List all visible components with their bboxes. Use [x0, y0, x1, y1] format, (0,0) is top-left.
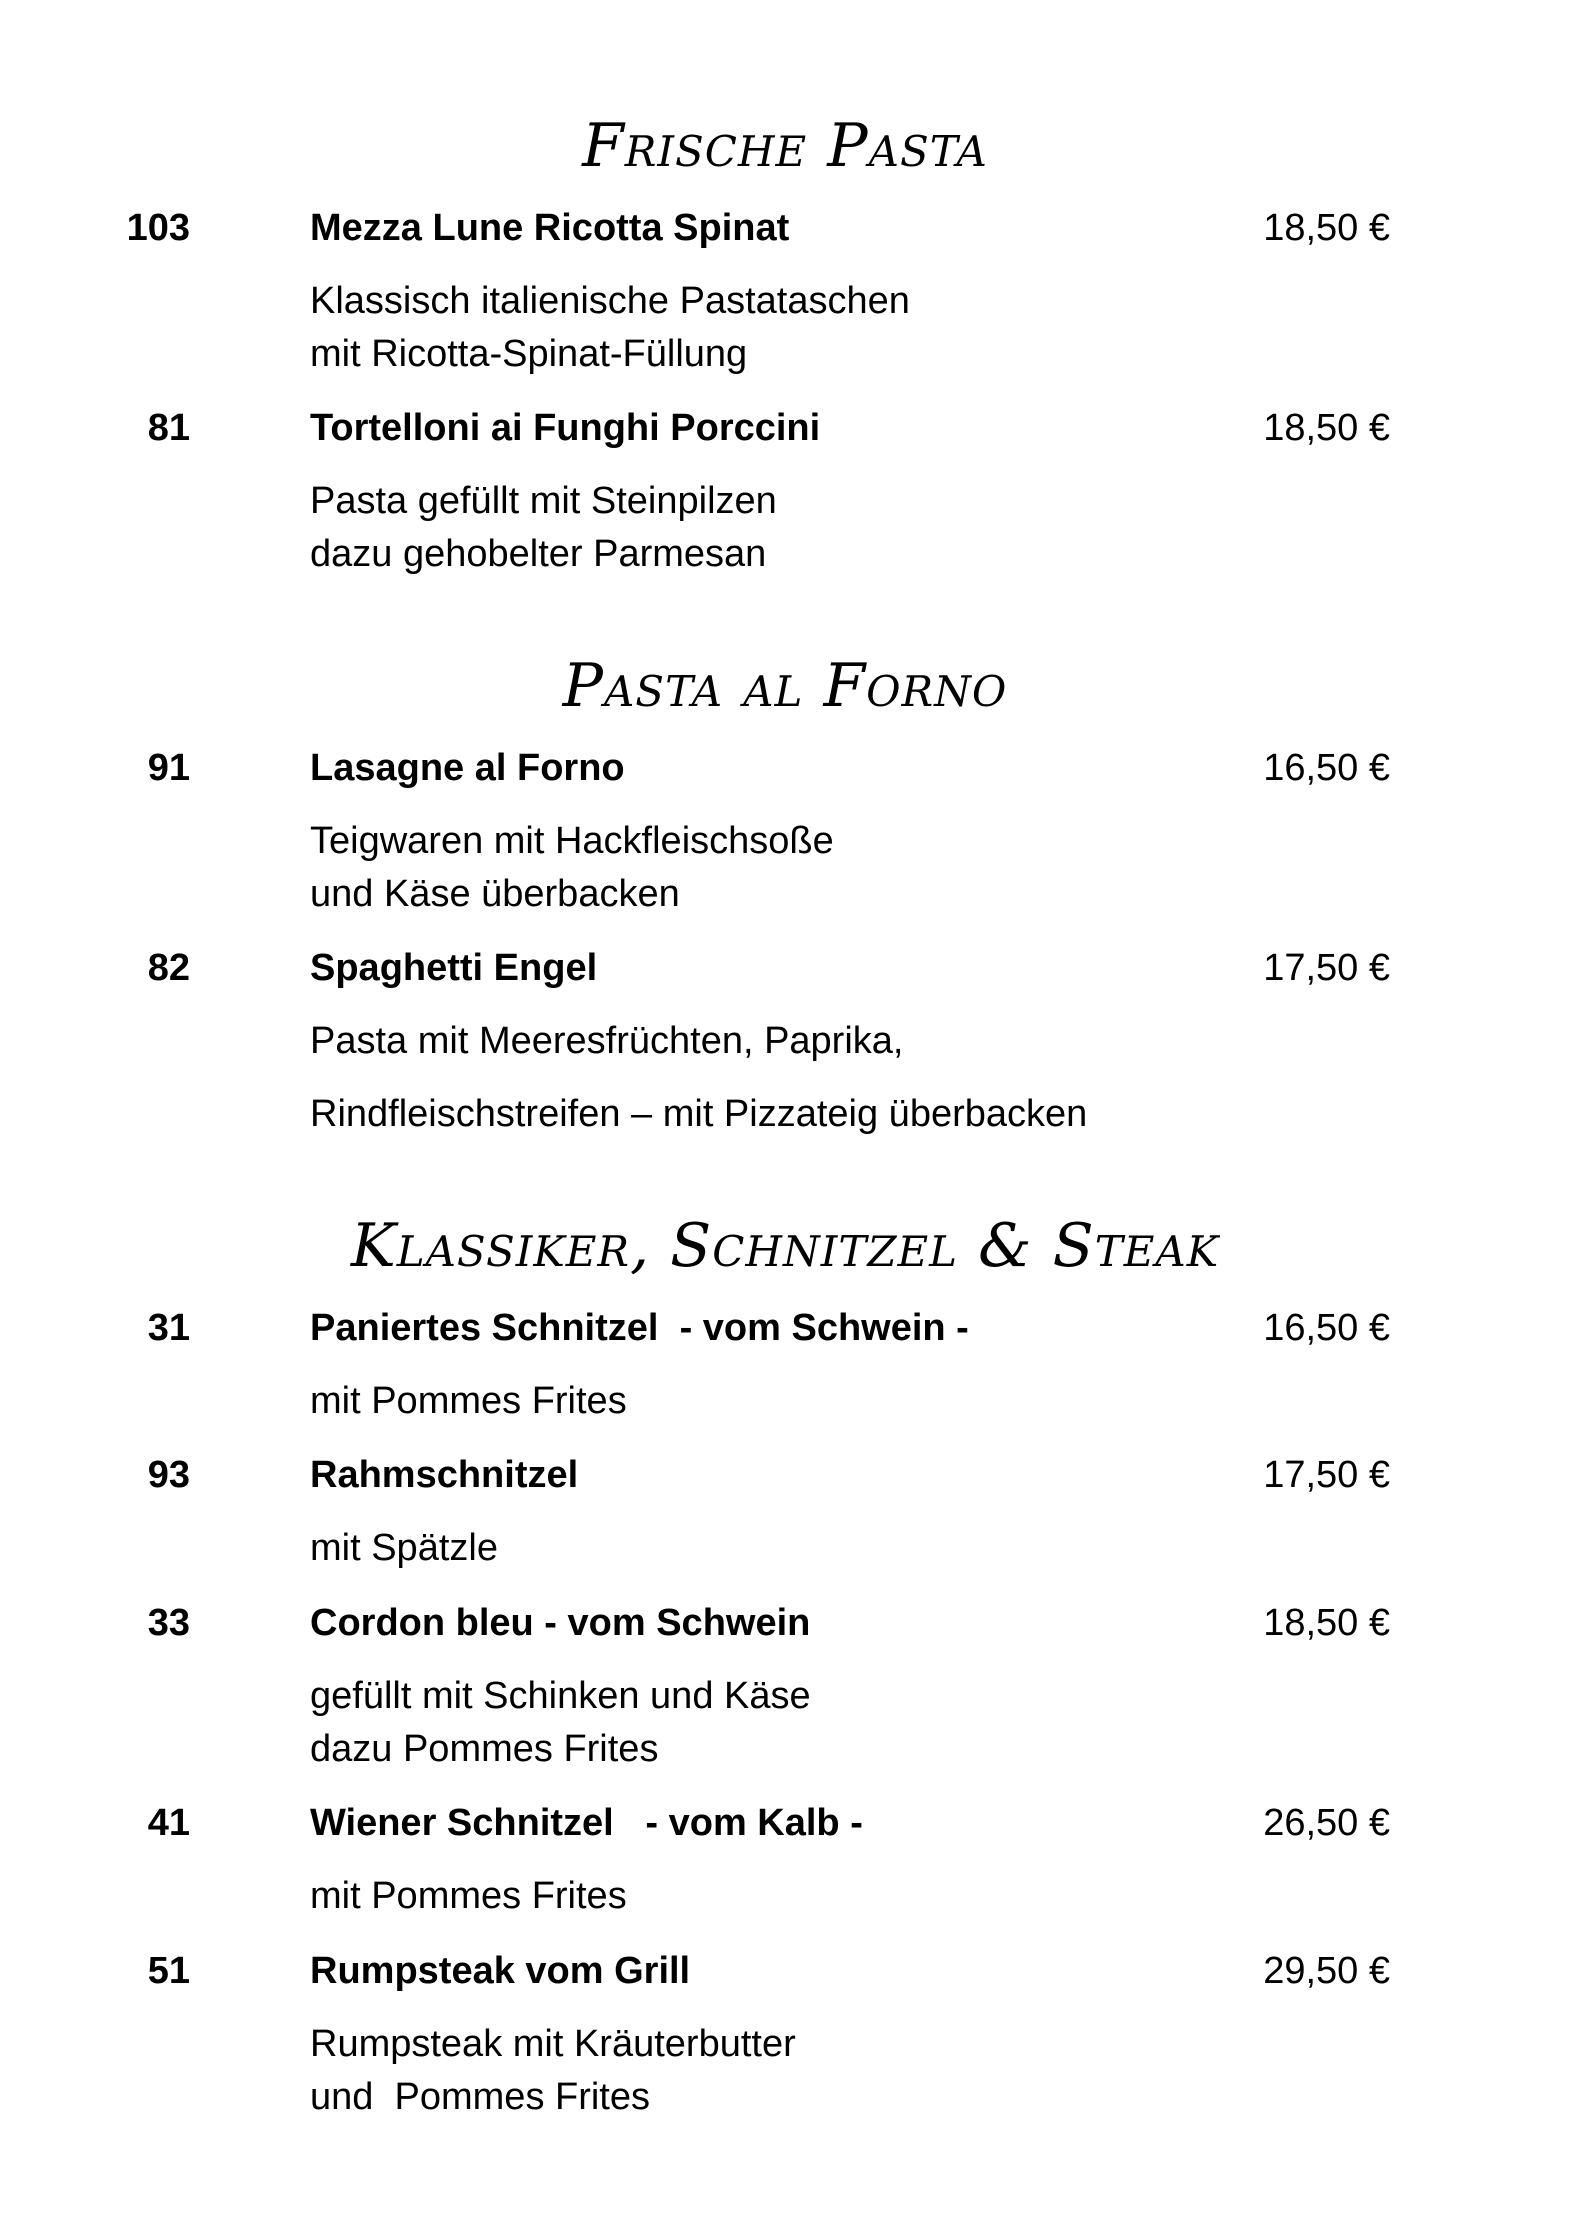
item-name: Paniertes Schnitzel - vom Schwein - [310, 1307, 969, 1349]
item-description: Rumpsteak mit Kräuterbutter [310, 2023, 796, 2065]
item-description: dazu Pommes Frites [310, 1728, 659, 1770]
item-description: Klassisch italienische Pastataschen [310, 280, 910, 322]
item-price: 18,50 € [1263, 207, 1390, 249]
item-description: Teigwaren mit Hackfleischsoße [310, 820, 834, 862]
item-name: Lasagne al Forno [310, 747, 625, 789]
item-description: Pasta mit Meeresfrüchten, Paprika, [310, 1020, 904, 1062]
item-description: dazu gehobelter Parmesan [310, 533, 767, 575]
item-number: 82 [147, 947, 190, 989]
item-price: 26,50 € [1263, 1802, 1390, 1844]
section-title-pasta-al-forno: Pasta al Forno [562, 651, 1008, 721]
item-name: Spaghetti Engel [310, 947, 598, 989]
item-description: mit Ricotta-Spinat-Füllung [310, 333, 748, 375]
item-name: Tortelloni ai Funghi Porccini [310, 407, 821, 449]
item-description: mit Pommes Frites [310, 1875, 627, 1917]
item-price: 17,50 € [1263, 947, 1390, 989]
item-name: Cordon bleu - vom Schwein [310, 1602, 811, 1644]
item-description: mit Pommes Frites [310, 1380, 627, 1422]
item-name: Rumpsteak vom Grill [310, 1950, 691, 1992]
item-description: mit Spätzle [310, 1527, 498, 1569]
item-number: 51 [147, 1950, 190, 1992]
item-number: 91 [147, 747, 190, 789]
item-price: 18,50 € [1263, 1602, 1390, 1644]
item-name: Rahmschnitzel [310, 1454, 579, 1496]
item-description: und Käse überbacken [310, 873, 680, 915]
section-title-frische-pasta: Frische Pasta [582, 111, 988, 181]
item-description: und Pommes Frites [310, 2076, 650, 2118]
item-number: 81 [147, 407, 190, 449]
item-number: 93 [147, 1454, 190, 1496]
item-name: Mezza Lune Ricotta Spinat [310, 207, 790, 249]
item-name: Wiener Schnitzel - vom Kalb - [310, 1802, 863, 1844]
section-title-klassiker: Klassiker, Schnitzel & Steak [350, 1211, 1220, 1281]
item-price: 16,50 € [1263, 747, 1390, 789]
item-price: 29,50 € [1263, 1950, 1390, 1992]
item-description: Pasta gefüllt mit Steinpilzen [310, 480, 777, 522]
item-description: gefüllt mit Schinken und Käse [310, 1675, 811, 1717]
item-price: 16,50 € [1263, 1307, 1390, 1349]
item-description: Rindfleischstreifen – mit Pizzateig überbacken [310, 1093, 1088, 1135]
item-number: 31 [147, 1307, 190, 1349]
item-number: 41 [147, 1802, 190, 1844]
item-number: 103 [126, 207, 190, 249]
item-price: 18,50 € [1263, 407, 1390, 449]
item-price: 17,50 € [1263, 1454, 1390, 1496]
item-number: 33 [147, 1602, 190, 1644]
